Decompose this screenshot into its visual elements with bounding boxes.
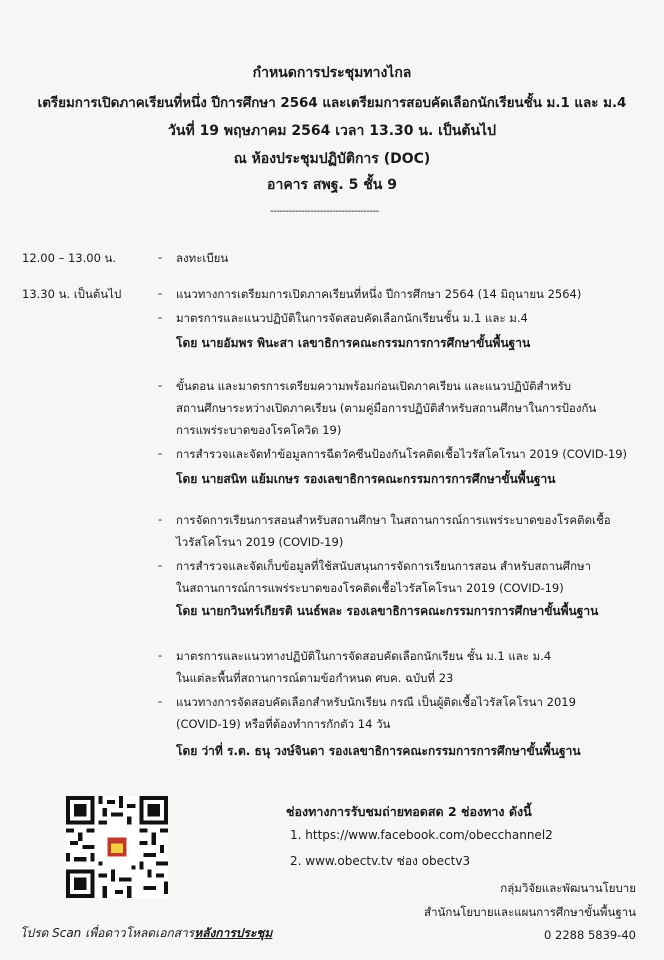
agenda-item: การจัดการเรียนการสอนสำหรับสถานศึกษา ในสถานการณ์การแพร่ระบาดของโรคติดเชื้อ	[176, 513, 611, 527]
agenda-item-continued: ในแต่ละพื้นที่สถานการณ์ตามข้อกำหนด ศบค. ฉบับที่ 23	[176, 671, 454, 685]
speaker-line: โดย ว่าที่ ร.ต. ธนุ วงษ์จินดา รองเลขาธิการคณะกรรมการการศึกษาขั้นพื้นฐาน	[176, 744, 581, 758]
qr-caption	[20, 924, 272, 943]
agenda-item-registration: ลงทะเบียน	[176, 251, 229, 265]
agenda-item-continued: (COVID-19) หรือที่ต้องทำการกักตัว 14 วัน	[176, 717, 391, 731]
agenda-item-continued: การแพร่ระบาดของโรคโควิด 19)	[176, 423, 342, 437]
agenda-item: มาตรการและแนวปฏิบัติในการจัดสอบคัดเลือกนักเรียนชั้น ม.1 และ ม.4	[176, 311, 528, 325]
speaker-line: โดย นายกวินทร์เกียรติ นนธ์พละ รองเลขาธิการคณะกรรมการการศึกษาขั้นพื้นฐาน	[176, 604, 599, 618]
list-dash: -	[158, 310, 163, 324]
list-dash: -	[158, 378, 163, 392]
meeting-venue: ณ ห้องประชุมปฏิบัติการ (DOC)	[233, 151, 431, 167]
footer-group: กลุ่มวิจัยและพัฒนานโยบาย	[500, 881, 636, 895]
meeting-building: อาคาร สพฐ. 5 ชั้น 9	[267, 177, 397, 193]
agenda-item: การสำรวจและจัดเก็บข้อมูลที่ใช้สนับสนุนการจัดการเรียนการสอน สำหรับสถานศึกษา	[176, 559, 592, 573]
livestream-link-obectv[interactable]: 2. www.obectv.tv ช่อง obectv3	[290, 854, 471, 868]
speaker-line: โดย นายสนิท แย้มเกษร รองเลขาธิการคณะกรรมการการศึกษาขั้นพื้นฐาน	[176, 472, 556, 486]
list-dash: -	[158, 250, 163, 264]
agenda-item-continued: สถานศึกษาระหว่างเปิดภาคเรียน (ตามคู่มือการปฏิบัติสำหรับสถานศึกษาในการป้องกัน	[176, 401, 597, 415]
qr-caption-emphasis: หลังการประชุม	[194, 926, 273, 940]
list-dash: -	[158, 512, 163, 526]
qr-caption-prefix: โปรด Scan เพื่อดาวโหลดเอกสาร	[20, 926, 195, 940]
footer-phone: 0 2288 5839-40	[544, 928, 636, 942]
agenda-item: การสำรวจและจัดทำข้อมูลการฉีดวัคซีนป้องกันโรคติดเชื้อไวรัสโคโรนา 2019 (COVID-19)	[176, 447, 628, 461]
agenda-item: มาตรการและแนวทางปฏิบัติในการจัดสอบคัดเลือกนักเรียน ชั้น ม.1 และ ม.4	[176, 649, 552, 663]
agenda-item: ขั้นตอน และมาตรการเตรียมความพร้อมก่อนเปิดภาคเรียน และแนวปฏิบัติสำหรับ	[176, 379, 572, 393]
agenda-item-continued: ในสถานการณ์การแพร่ระบาดของโรคติดเชื้อไวรัสโคโรนา 2019 (COVID-19)	[176, 581, 564, 595]
document-title: กำหนดการประชุมทางไกล	[252, 65, 412, 81]
speaker-line: โดย นายอัมพร พินะสา เลขาธิการคณะกรรมการการศึกษาขั้นพื้นฐาน	[176, 336, 531, 350]
agenda-item-continued: ไวรัสโคโรนา 2019 (COVID-19)	[176, 535, 344, 549]
livestream-link-facebook[interactable]: 1. https://www.facebook.com/obecchannel2	[290, 828, 553, 842]
list-dash: -	[158, 694, 163, 708]
list-dash: -	[158, 446, 163, 460]
agenda-item: แนวทางการเตรียมการเปิดภาคเรียนที่หนึ่ง ปีการศึกษา 2564 (14 มิถุนายน 2564)	[176, 287, 582, 301]
time-slot-main: 13.30 น. เป็นต้นไป	[22, 287, 122, 301]
qr-code-icon[interactable]	[66, 796, 168, 898]
time-slot-registration: 12.00 – 13.00 น.	[22, 251, 117, 265]
agenda-item: แนวทางการจัดสอบคัดเลือกสำหรับนักเรียน กรณี เป็นผู้ติดเชื้อไวรัสโคโรนา 2019	[176, 695, 576, 709]
header-separator: -----------------------------------	[270, 206, 379, 217]
list-dash: -	[158, 648, 163, 662]
footer-office: สำนักนโยบายและแผนการศึกษาขั้นพื้นฐาน	[424, 905, 636, 919]
document-subtitle: เตรียมการเปิดภาคเรียนที่หนึ่ง ปีการศึกษา 2564 และเตรียมการสอบคัดเลือกนักเรียนชั้น ม.1 และ ม.4	[37, 96, 627, 111]
livestream-title: ช่องทางการรับชมถ่ายทอดสด 2 ช่องทาง ดังนี้	[286, 804, 532, 819]
meeting-date: วันที่ 19 พฤษภาคม 2564 เวลา 13.30 น. เป็นต้นไป	[168, 123, 496, 139]
list-dash: -	[158, 286, 163, 300]
list-dash: -	[158, 558, 163, 572]
